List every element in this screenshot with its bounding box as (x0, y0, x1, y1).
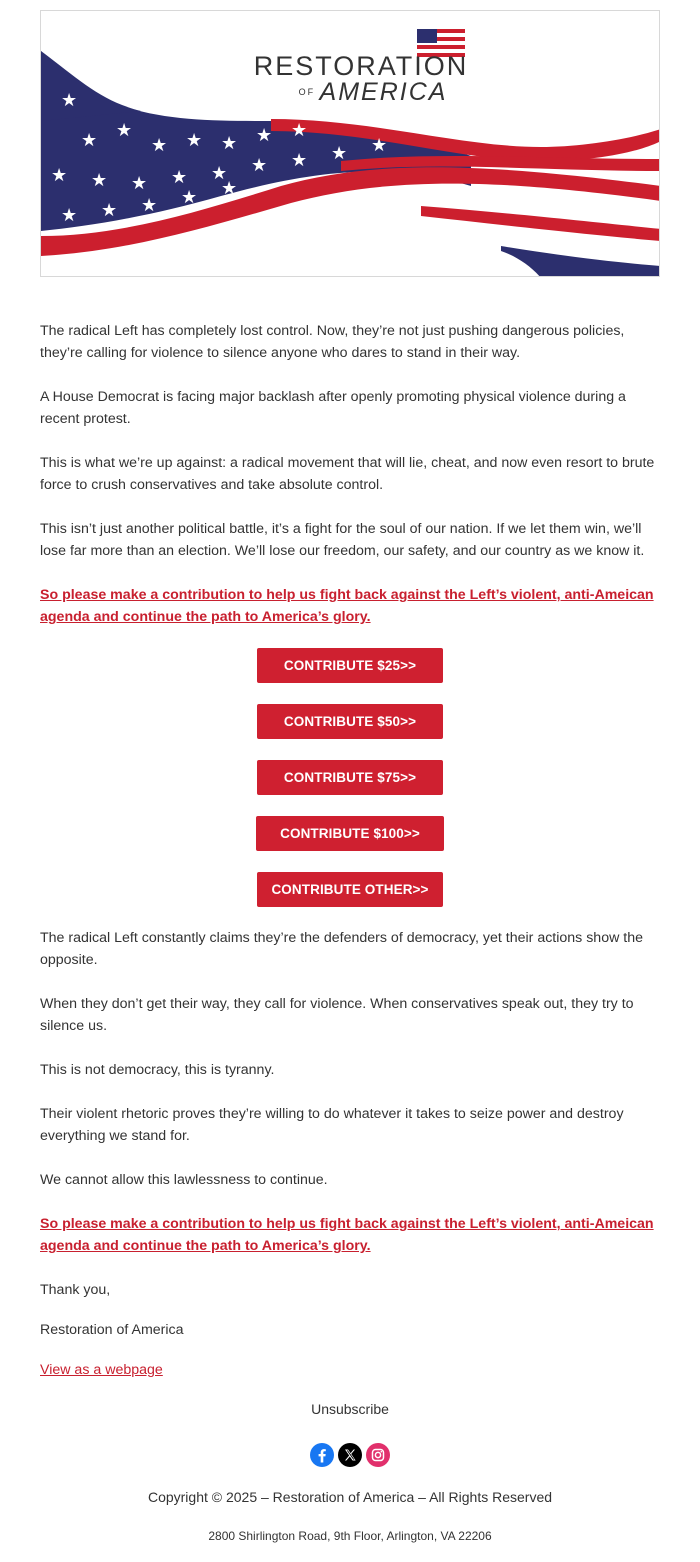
contribute-buttons (40, 648, 660, 907)
svg-text:★: ★ (186, 130, 203, 151)
paragraph: This is not democracy, this is tyranny. (40, 1062, 275, 1078)
svg-text:★: ★ (61, 205, 78, 226)
svg-text:★: ★ (116, 120, 133, 141)
svg-text:★: ★ (221, 133, 238, 154)
svg-text:★: ★ (61, 90, 78, 111)
x-icon[interactable] (338, 1443, 362, 1467)
logo-line2: AMERICA (319, 78, 448, 106)
contribute-100-button[interactable]: CONTRIBUTE $100>> (256, 816, 444, 851)
svg-text:★: ★ (371, 135, 388, 156)
svg-text:★: ★ (291, 150, 308, 171)
paragraph: Their violent rhetoric proves they’re willing to do whatever it takes to seize power and destroy everything we stand for. (40, 1106, 624, 1144)
copyright-text: Copyright © 2025 – Restoration of America – All Rights Reserved (147, 1489, 553, 1505)
svg-text:★: ★ (51, 165, 68, 186)
contribute-other-button[interactable]: CONTRIBUTE OTHER>> (257, 872, 443, 907)
contribute-75-button[interactable]: CONTRIBUTE $75>> (257, 760, 443, 795)
svg-text:★: ★ (131, 173, 148, 194)
paragraph: The radical Left has completely lost control. Now, they’re not just pushing dangerous policies, they’re calling for violence to silence anyone who dares to stand in their way. (40, 323, 625, 361)
view-webpage-link[interactable]: View as a webpage (40, 1362, 163, 1378)
social-links (0, 1443, 700, 1467)
logo (241, 51, 481, 105)
logo-of: OF (298, 87, 316, 97)
paragraph: The radical Left constantly claims they’re the defenders of democracy, yet their actions show the opposite. (40, 930, 644, 968)
svg-text:★: ★ (81, 130, 98, 151)
paragraph: We cannot allow this lawlessness to continue. (40, 1172, 328, 1188)
paragraph: This isn’t just another political battle, it’s a fight for the soul of our nation. If we let them win, we’ll lose far more than an election. We’ll lose our freedom, our safety, and our country as we know it. (40, 521, 645, 559)
svg-text:★: ★ (101, 200, 118, 221)
closing: Thank you, (40, 1282, 111, 1298)
unsubscribe-link[interactable]: Unsubscribe (311, 1401, 389, 1417)
contribute-25-button[interactable]: CONTRIBUTE $25>> (257, 648, 443, 683)
svg-text:★: ★ (251, 155, 268, 176)
paragraph: When they don’t get their way, they call for violence. When conservatives speak out, they try to silence us. (40, 996, 634, 1034)
instagram-icon[interactable] (366, 1443, 390, 1467)
svg-text:★: ★ (331, 143, 348, 164)
svg-text:★: ★ (291, 120, 308, 141)
contribute-link[interactable]: So please make a contribution to help us fight back against the Left’s violent, anti-Ameican agenda and continue the path to America’s glory. (40, 1216, 654, 1254)
svg-text:★: ★ (141, 195, 158, 216)
contribute-50-button[interactable]: CONTRIBUTE $50>> (257, 704, 443, 739)
svg-text:★: ★ (91, 170, 108, 191)
svg-text:★: ★ (171, 167, 188, 188)
address-text: 2800 Shirlington Road, 9th Floor, Arlington, VA 22206 (208, 1529, 492, 1543)
paragraph: A House Democrat is facing major backlash after openly promoting physical violence during a recent protest. (40, 389, 626, 427)
svg-text:★: ★ (211, 163, 228, 184)
logo-line1: RESTORATION (253, 51, 469, 81)
logo-line2-wrap (241, 79, 481, 105)
signature: Restoration of America (40, 1322, 184, 1338)
svg-text:★: ★ (181, 187, 198, 208)
footer (0, 1398, 700, 1545)
email-body (40, 320, 660, 1381)
svg-text:★: ★ (256, 125, 273, 146)
paragraph: This is what we’re up against: a radical movement that will lie, cheat, and now even resort to brute force to crush conservatives and take absolute control. (40, 455, 655, 493)
contribute-link[interactable]: So please make a contribution to help us fight back against the Left’s violent, anti-Ameican agenda and continue the path to America’s glory. (40, 587, 654, 625)
facebook-icon[interactable] (310, 1443, 334, 1467)
svg-text:★: ★ (151, 135, 168, 156)
svg-text:★: ★ (221, 178, 238, 199)
header-banner (40, 10, 660, 277)
